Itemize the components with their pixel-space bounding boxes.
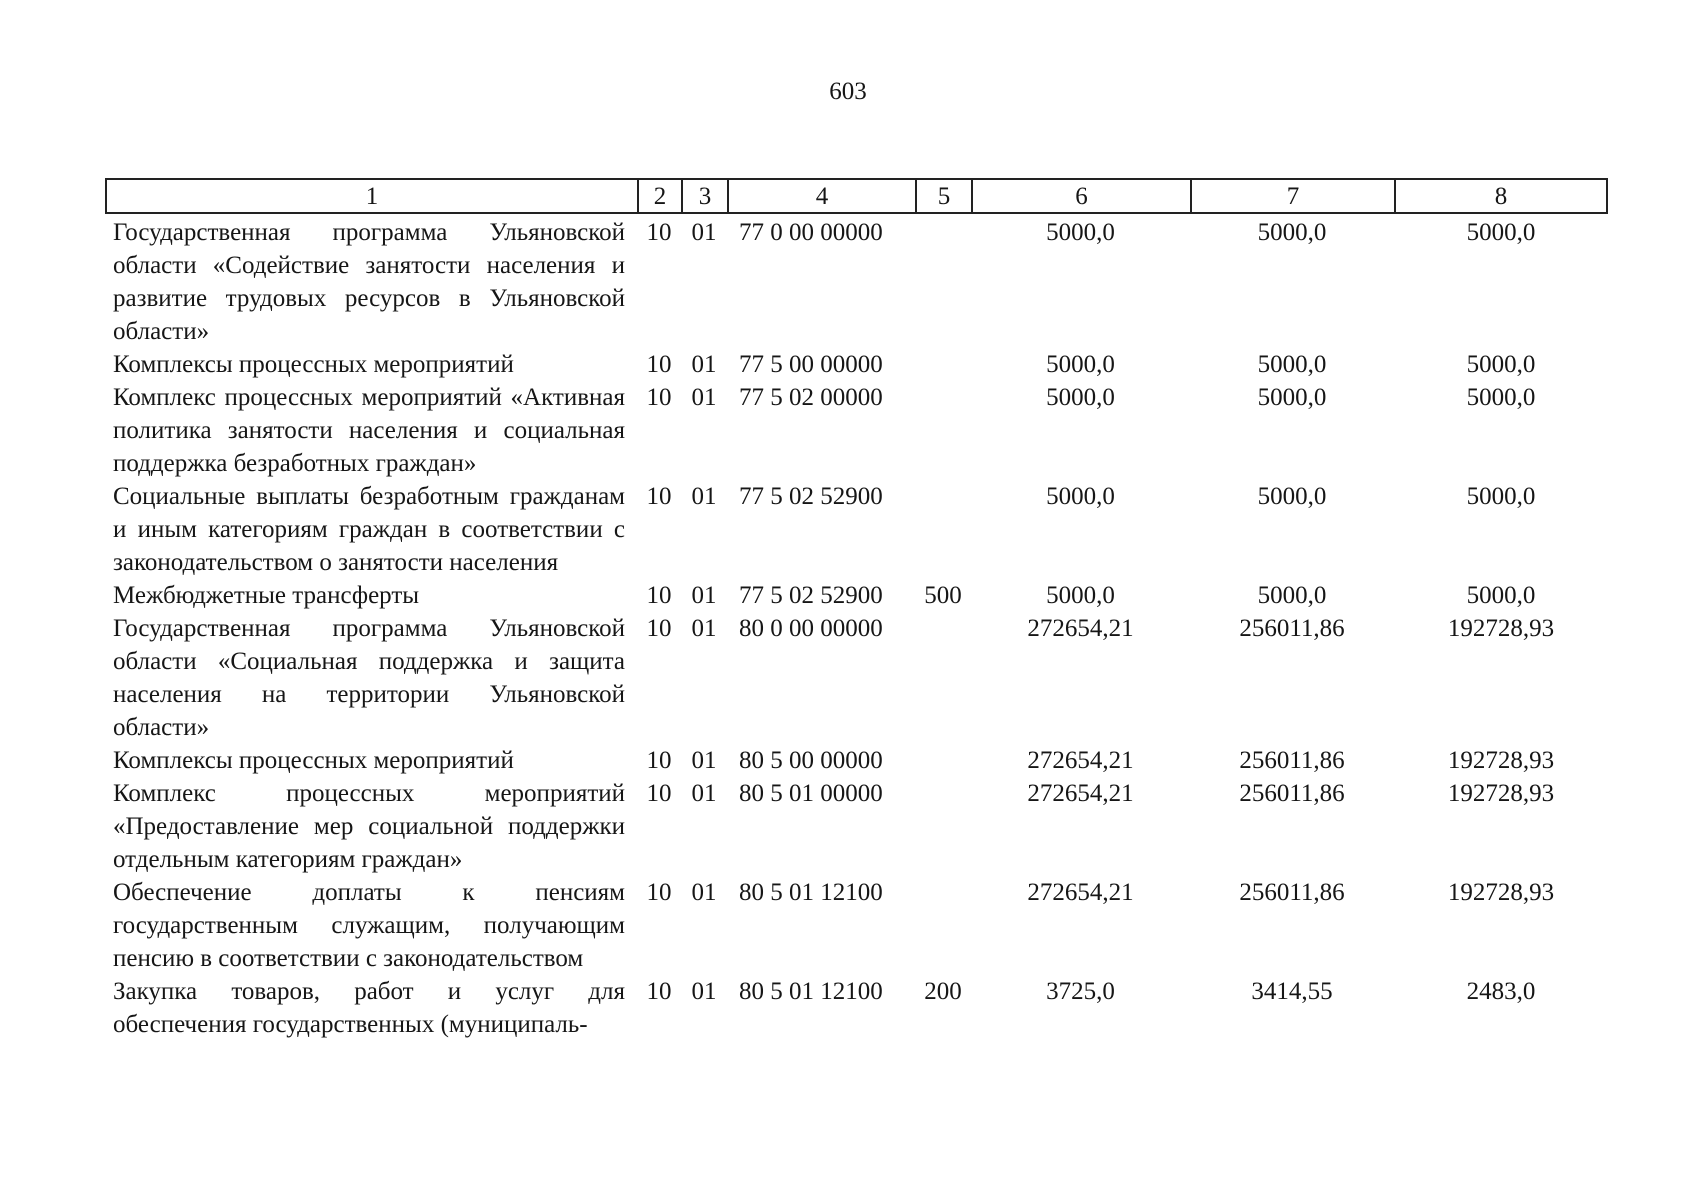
row-value-8: 5000,0 — [1466, 384, 1536, 411]
row-section: 10 — [646, 582, 672, 609]
row-expense-type — [915, 216, 971, 348]
row-value-8: 5000,0 — [1466, 219, 1536, 246]
row-value-8: 5000,0 — [1466, 351, 1536, 378]
row-section: 10 — [646, 780, 672, 807]
row-section: 10 — [646, 615, 672, 642]
table-row — [105, 381, 1608, 480]
table-row — [105, 876, 1608, 975]
row-expense-type — [915, 348, 971, 381]
row-value-7: 5000,0 — [1257, 219, 1327, 246]
table-row — [105, 777, 1608, 876]
table-row — [105, 612, 1608, 744]
table-row — [105, 480, 1608, 579]
row-name: Обеспечение доплаты к пенсиям государственным служащим, получающим пенсию в соответствии с законодательством — [113, 879, 625, 972]
row-name: Комплексы процессных мероприятий — [113, 747, 514, 774]
row-value-6: 5000,0 — [1046, 351, 1115, 378]
row-value-8: 5000,0 — [1466, 582, 1536, 609]
row-section: 10 — [646, 879, 672, 906]
header-col-8: 8 — [1394, 178, 1608, 214]
row-target-code: 77 0 00 00000 — [739, 219, 883, 246]
row-name: Государственная программа Ульяновской области «Социальная поддержка и защита населения на территории Ульяновской области» — [113, 615, 625, 741]
row-value-7: 256011,86 — [1239, 615, 1345, 642]
row-target-code: 77 5 00 00000 — [739, 351, 883, 378]
row-section: 10 — [646, 747, 672, 774]
row-value-6: 272654,21 — [1027, 879, 1134, 906]
row-value-6: 5000,0 — [1046, 483, 1115, 510]
budget-table — [105, 178, 1608, 1041]
row-value-7: 256011,86 — [1239, 747, 1345, 774]
row-value-8: 2483,0 — [1466, 978, 1536, 1005]
row-value-7: 5000,0 — [1257, 351, 1327, 378]
header-col-5: 5 — [915, 178, 971, 214]
row-subsection: 01 — [691, 615, 717, 642]
row-section: 10 — [646, 351, 672, 378]
row-subsection: 01 — [691, 879, 717, 906]
header-col-7: 7 — [1190, 178, 1394, 214]
header-col-3: 3 — [681, 178, 727, 214]
row-name: Комплексы процессных мероприятий — [113, 351, 514, 378]
row-value-8: 192728,93 — [1447, 879, 1555, 906]
row-target-code: 77 5 02 00000 — [739, 384, 883, 411]
row-value-8: 192728,93 — [1447, 747, 1555, 774]
row-target-code: 80 0 00 00000 — [739, 615, 883, 642]
row-target-code: 77 5 02 52900 — [739, 582, 883, 609]
row-target-code: 80 5 01 12100 — [739, 879, 883, 906]
row-expense-type — [915, 744, 971, 777]
row-subsection: 01 — [691, 483, 717, 510]
table-row — [105, 579, 1608, 612]
row-value-6: 5000,0 — [1046, 384, 1115, 411]
row-value-6: 272654,21 — [1027, 747, 1134, 774]
row-name: Закупка товаров, работ и услуг для обеспечения государственных (муниципаль- — [113, 978, 625, 1038]
row-value-7: 3414,55 — [1251, 978, 1333, 1005]
row-name: Комплекс процессных мероприятий «Предоставление мер социальной поддержки отдельным категориям граждан» — [113, 780, 625, 873]
row-expense-type — [915, 612, 971, 744]
table-row — [105, 214, 1608, 348]
header-col-1: 1 — [105, 178, 637, 214]
row-name: Межбюджетные трансферты — [113, 582, 420, 609]
row-expense-type: 200 — [924, 978, 962, 1005]
row-value-6: 272654,21 — [1027, 615, 1134, 642]
row-expense-type: 500 — [924, 582, 962, 609]
row-name: Социальные выплаты безработным гражданам и иным категориям граждан в соответствии с законодательством о занятости населения — [113, 483, 625, 576]
row-value-7: 256011,86 — [1239, 879, 1345, 906]
row-section: 10 — [646, 978, 672, 1005]
row-subsection: 01 — [691, 219, 717, 246]
row-value-6: 5000,0 — [1046, 582, 1115, 609]
row-value-7: 5000,0 — [1257, 582, 1327, 609]
row-subsection: 01 — [691, 351, 717, 378]
row-value-7: 5000,0 — [1257, 384, 1327, 411]
row-value-8: 5000,0 — [1466, 483, 1536, 510]
row-expense-type — [915, 381, 971, 480]
table-row — [105, 348, 1608, 381]
row-value-6: 3725,0 — [1046, 978, 1115, 1005]
row-value-8: 192728,93 — [1447, 780, 1555, 807]
row-value-6: 5000,0 — [1046, 219, 1115, 246]
row-subsection: 01 — [691, 978, 717, 1005]
row-subsection: 01 — [691, 384, 717, 411]
table-header — [105, 178, 1608, 214]
row-target-code: 80 5 00 00000 — [739, 747, 883, 774]
row-value-7: 5000,0 — [1257, 483, 1327, 510]
row-expense-type — [915, 480, 971, 579]
row-section: 10 — [646, 219, 672, 246]
row-expense-type — [915, 876, 971, 975]
row-name: Комплекс процессных мероприятий «Активная политика занятости населения и социальная поддержка безработных граждан» — [113, 384, 625, 477]
row-subsection: 01 — [691, 747, 717, 774]
row-value-7: 256011,86 — [1239, 780, 1345, 807]
row-subsection: 01 — [691, 780, 717, 807]
row-target-code: 80 5 01 12100 — [739, 978, 883, 1005]
row-name: Государственная программа Ульяновской области «Содействие занятости населения и развитие трудовых ресурсов в Ульяновской области» — [113, 219, 625, 345]
table-row — [105, 744, 1608, 777]
header-col-4: 4 — [727, 178, 915, 214]
row-section: 10 — [646, 384, 672, 411]
header-col-2: 2 — [637, 178, 681, 214]
row-target-code: 77 5 02 52900 — [739, 483, 883, 510]
row-subsection: 01 — [691, 582, 717, 609]
row-value-6: 272654,21 — [1027, 780, 1134, 807]
row-section: 10 — [646, 483, 672, 510]
row-value-8: 192728,93 — [1447, 615, 1555, 642]
table-row — [105, 975, 1608, 1041]
row-expense-type — [915, 777, 971, 876]
row-target-code: 80 5 01 00000 — [739, 780, 883, 807]
header-col-6: 6 — [971, 178, 1190, 214]
page-number: 603 — [829, 78, 867, 105]
